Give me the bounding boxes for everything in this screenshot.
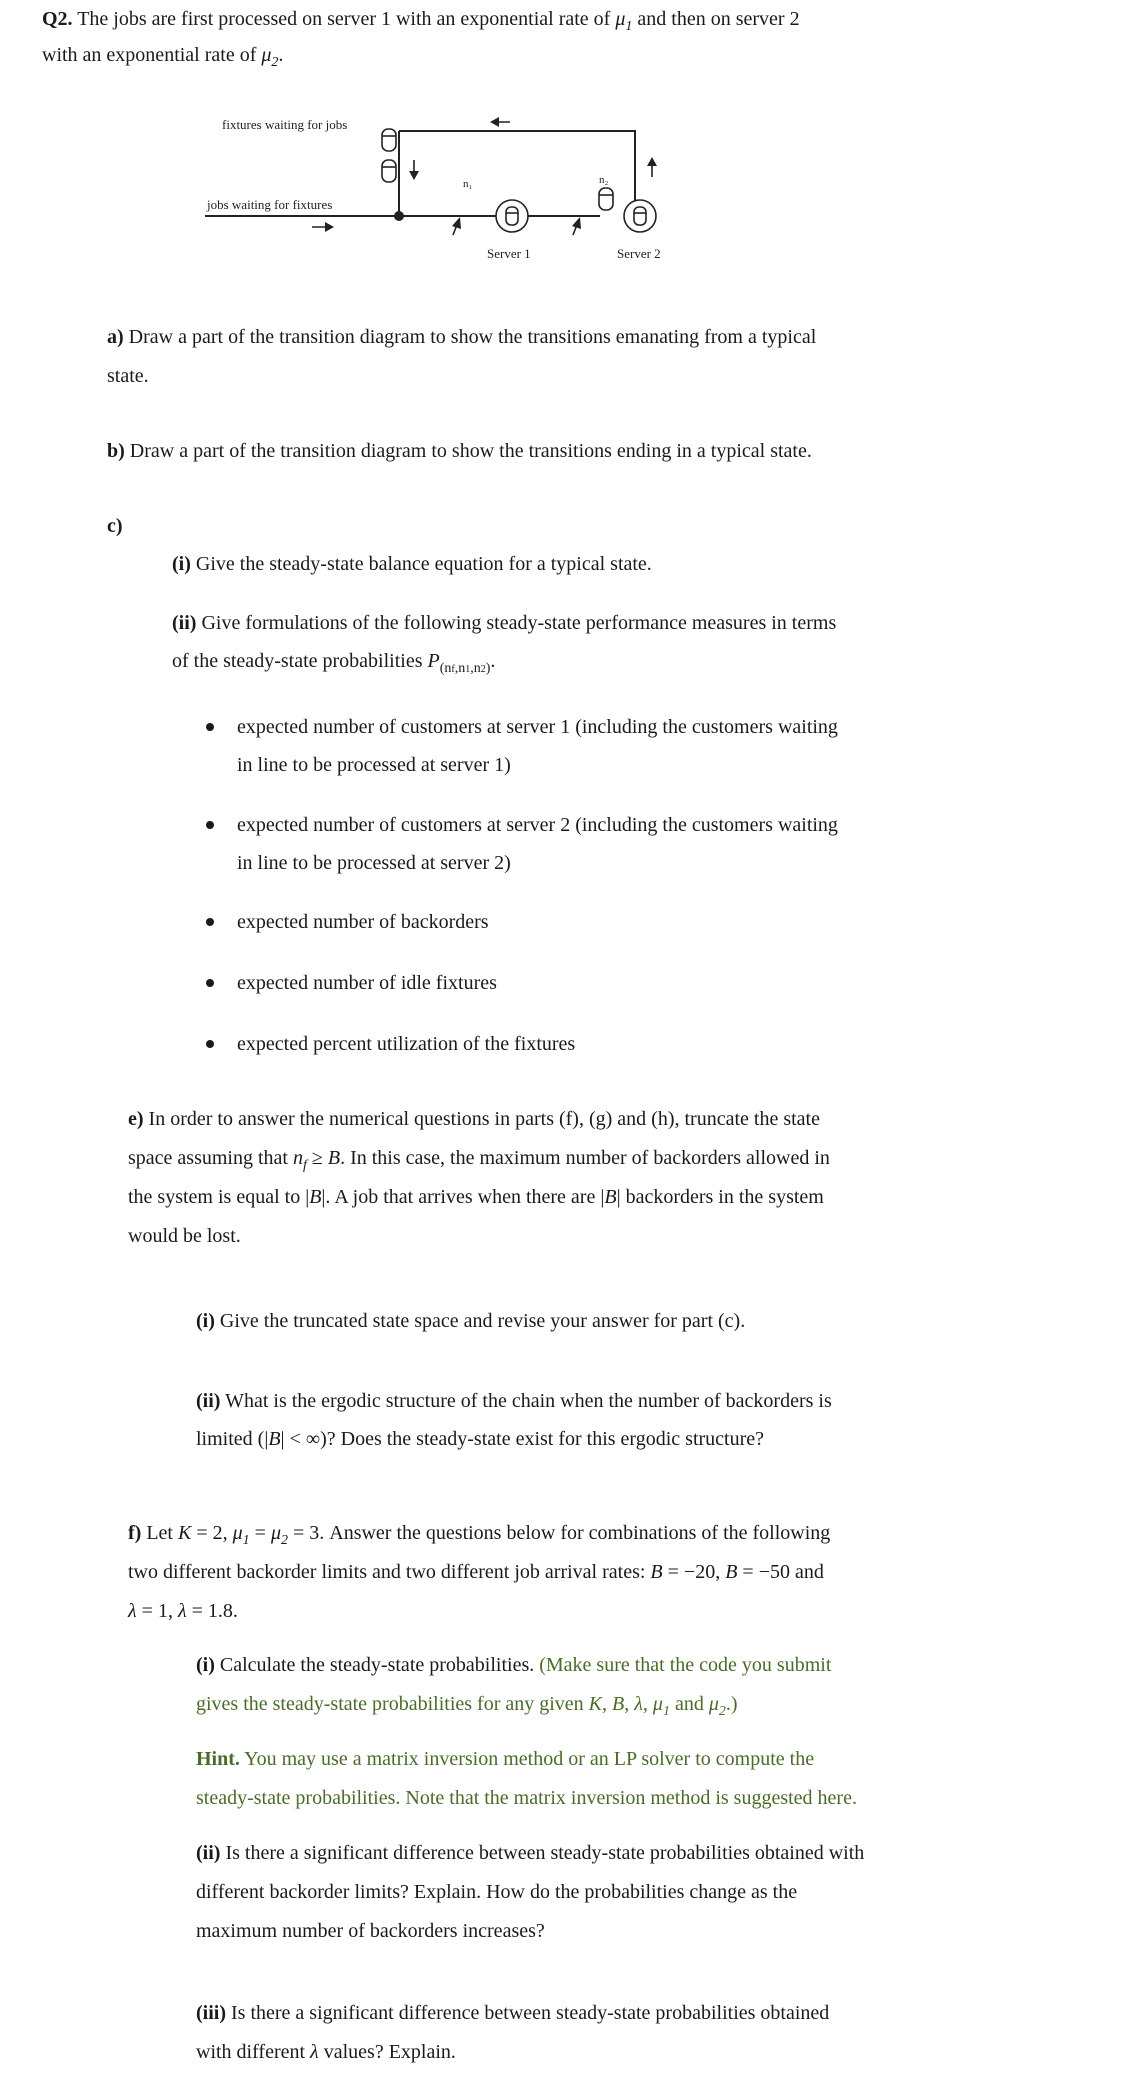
jobs-waiting-label: jobs waiting for fixtures bbox=[207, 197, 333, 212]
hint-text: You may use a matrix inversion method or an LP solver to compute the bbox=[239, 1748, 815, 1770]
prob-sub-part: (n bbox=[439, 661, 452, 676]
k-symbol: K bbox=[177, 1522, 192, 1544]
part-f-text: Let bbox=[141, 1522, 178, 1544]
part-c-ii-text: . bbox=[490, 650, 496, 672]
part-f-ii-line-2: different backorder limits? Explain. How do the probabilities change as the bbox=[196, 1881, 798, 1903]
hint-line-1 bbox=[196, 1740, 814, 1779]
part-f-line-2 bbox=[128, 1553, 824, 1592]
part-f-i-text: Calculate the steady-state probabilities. bbox=[214, 1654, 540, 1676]
mu1-subscript: 1 bbox=[662, 1704, 670, 1719]
bullet-dot bbox=[206, 979, 214, 987]
mu1-symbol: μ bbox=[232, 1522, 243, 1544]
bullet-dot bbox=[206, 918, 214, 926]
fixture-icon bbox=[382, 129, 396, 182]
arrow-up-right-icon bbox=[452, 217, 461, 229]
part-b-line bbox=[107, 432, 812, 471]
k-symbol: K bbox=[588, 1693, 603, 1715]
part-f-text: = 2, bbox=[191, 1522, 233, 1544]
part-f-text: = bbox=[249, 1522, 271, 1544]
part-f-ii-label: (ii) bbox=[196, 1842, 221, 1864]
part-c-ii-text: Give formulations of the following steady-state performance measures in terms bbox=[196, 612, 837, 634]
probability-symbol: P bbox=[427, 650, 440, 672]
part-c-ii-line-2 bbox=[172, 642, 495, 689]
part-e-text: . In this case, the maximum number of backorders allowed in bbox=[340, 1147, 830, 1169]
arrow-right-icon bbox=[325, 222, 334, 232]
bullet-item: expected percent utilization of the fixtures bbox=[237, 1033, 576, 1055]
arrow-up-right-icon bbox=[572, 217, 581, 229]
part-e-line-1 bbox=[128, 1100, 820, 1139]
part-e-text: the system is equal to | bbox=[128, 1186, 310, 1208]
part-f-i-note: .) bbox=[725, 1693, 738, 1715]
part-f-i-line-2 bbox=[196, 1685, 738, 1731]
bullet-dot bbox=[206, 723, 214, 731]
queueing-network-diagram bbox=[0, 100, 1145, 280]
b-symbol: B bbox=[650, 1561, 663, 1583]
server-2-label: Server 2 bbox=[617, 246, 661, 261]
arrow-down-icon bbox=[409, 171, 419, 180]
bullet-dot bbox=[206, 1040, 214, 1048]
assembly-junction bbox=[394, 211, 404, 221]
mu2-symbol: μ bbox=[261, 44, 272, 66]
fixture-icon bbox=[599, 188, 613, 210]
nf-symbol: n bbox=[292, 1147, 303, 1169]
prob-sub-part: 1 bbox=[465, 664, 471, 675]
part-e-ii-label: (ii) bbox=[196, 1390, 221, 1412]
server-2-node bbox=[624, 200, 656, 232]
fixtures-waiting-label: fixtures waiting for jobs bbox=[222, 117, 348, 132]
hint-label: Hint. bbox=[196, 1748, 240, 1770]
part-a-label: a) bbox=[107, 326, 124, 348]
part-c-ii-line-1 bbox=[172, 604, 836, 643]
lambda-symbol: λ bbox=[128, 1600, 137, 1622]
part-f-label: f) bbox=[128, 1522, 142, 1544]
part-e-text: space assuming that bbox=[128, 1147, 293, 1169]
server-1-label: Server 1 bbox=[487, 246, 531, 261]
n1-label: n₁ bbox=[463, 178, 473, 190]
b-symbol: B bbox=[309, 1186, 322, 1208]
arrow-up-icon bbox=[647, 157, 657, 166]
lambda-symbol: λ bbox=[310, 2041, 319, 2063]
q2-text: The jobs are first processed on server 1 with an exponential rate of bbox=[72, 8, 616, 30]
part-c-ii-label: (ii) bbox=[172, 612, 197, 634]
part-f-ii-line-3: maximum number of backorders increases? bbox=[196, 1920, 545, 1942]
q2-label: Q2. bbox=[42, 8, 73, 30]
part-c-i-label: (i) bbox=[172, 553, 191, 575]
lambda-symbol: λ bbox=[634, 1693, 643, 1715]
q2-line-2 bbox=[42, 36, 283, 82]
part-c-i-text: Give the steady-state balance equation for a typical state. bbox=[190, 553, 652, 575]
mu2-subscript: 2 bbox=[718, 1704, 726, 1719]
part-f-i-note: , bbox=[642, 1693, 653, 1715]
part-f-i-note: , bbox=[624, 1693, 635, 1715]
b-symbol: B bbox=[268, 1428, 281, 1450]
bullet-item: expected number of backorders bbox=[237, 911, 489, 933]
part-e-i-label: (i) bbox=[196, 1310, 215, 1332]
part-b-label: b) bbox=[107, 440, 125, 462]
probability-subscript bbox=[440, 661, 491, 676]
part-f-iii-text: with different bbox=[196, 2041, 311, 2063]
part-c-label: c) bbox=[107, 515, 123, 537]
part-a-line-2 bbox=[107, 357, 149, 396]
part-e-line-4: would be lost. bbox=[128, 1225, 241, 1247]
prob-sub-part: 2 bbox=[480, 664, 486, 675]
part-e-text: |. A job that arrives when there are | bbox=[321, 1186, 605, 1208]
part-b-text: Draw a part of the transition diagram to show the transitions ending in a typical state. bbox=[124, 440, 812, 462]
arrow-left-icon bbox=[490, 117, 499, 127]
part-e-i-text: Give the truncated state space and revise your answer for part (c). bbox=[214, 1310, 746, 1332]
bullet-dot bbox=[206, 821, 214, 829]
part-e-label: e) bbox=[128, 1108, 144, 1130]
mu1-subscript: 1 bbox=[242, 1533, 250, 1548]
nf-subscript: f bbox=[302, 1158, 307, 1173]
q2-text: with an exponential rate of bbox=[42, 44, 262, 66]
prob-sub-part: f bbox=[451, 664, 455, 675]
n2-label: n₂ bbox=[599, 174, 609, 186]
bullet-item: expected number of customers at server 1 (including the customers waiting bbox=[237, 716, 838, 738]
mu2-symbol: μ bbox=[708, 1693, 719, 1715]
part-f-i-note: and bbox=[669, 1693, 709, 1715]
bullet-item: expected number of customers at server 2 (including the customers waiting bbox=[237, 814, 838, 836]
part-f-text: = −20, bbox=[662, 1561, 726, 1583]
prob-sub-part: ) bbox=[485, 661, 491, 676]
lambda-symbol: λ bbox=[177, 1600, 187, 1622]
part-f-i-note: (Make sure that the code you submit bbox=[539, 1654, 832, 1676]
mu2-symbol: μ bbox=[270, 1522, 281, 1544]
b-symbol: B bbox=[327, 1147, 341, 1169]
part-f-line-3 bbox=[128, 1592, 238, 1631]
part-f-iii-text: values? Explain. bbox=[318, 2041, 456, 2063]
part-c-ii-text: of the steady-state probabilities bbox=[172, 650, 428, 672]
part-e-text: | backorders in the system bbox=[616, 1186, 824, 1208]
bullet-item-cont: in line to be processed at server 2) bbox=[237, 852, 511, 874]
part-f-i-note: gives the steady-state probabilities for any given bbox=[196, 1693, 589, 1715]
mu1-subscript: 1 bbox=[625, 19, 633, 34]
part-f-iii-line-1 bbox=[196, 1994, 829, 2033]
part-f-i-note: , bbox=[602, 1693, 613, 1715]
mu1-symbol: μ bbox=[615, 8, 626, 30]
part-f-ii-text: Is there a significant difference between steady-state probabilities obtained with bbox=[220, 1842, 865, 1864]
part-f-text: = 1, bbox=[136, 1600, 178, 1622]
part-f-iii-text: Is there a significant difference between steady-state probabilities obtained bbox=[226, 2002, 830, 2024]
part-e-i-line bbox=[196, 1302, 745, 1341]
part-e-text: ≥ bbox=[306, 1147, 328, 1169]
part-f-iii-label: (iii) bbox=[196, 2002, 226, 2024]
part-f-text: two different backorder limits and two different job arrival rates: bbox=[128, 1561, 651, 1583]
part-e-ii-text: | < ∞)? Does the steady-state exist for this ergodic structure? bbox=[280, 1428, 765, 1450]
mu1-symbol: μ bbox=[652, 1693, 663, 1715]
b-symbol: B bbox=[725, 1561, 738, 1583]
part-a-text: state. bbox=[107, 365, 149, 387]
mu2-subscript: 2 bbox=[280, 1533, 288, 1548]
part-e-ii-line-2 bbox=[196, 1420, 764, 1459]
prob-sub-part: ,n bbox=[454, 661, 466, 676]
part-e-text: In order to answer the numerical questions in parts (f), (g) and (h), truncate the state bbox=[143, 1108, 820, 1130]
part-f-text: = 1.8. bbox=[186, 1600, 238, 1622]
part-e-ii-line-1 bbox=[196, 1382, 832, 1421]
b-symbol: B bbox=[612, 1693, 625, 1715]
q2-text: and then on server 2 bbox=[632, 8, 800, 30]
part-f-ii-line-1 bbox=[196, 1834, 864, 1873]
part-f-i-line-1 bbox=[196, 1646, 831, 1685]
part-a-line-1 bbox=[107, 318, 816, 357]
part-e-line-3 bbox=[128, 1178, 824, 1217]
server-1-node bbox=[496, 200, 528, 232]
part-a-text: Draw a part of the transition diagram to show the transitions emanating from a typical bbox=[123, 326, 817, 348]
bullet-item-cont: in line to be processed at server 1) bbox=[237, 754, 511, 776]
part-f-iii-line-2 bbox=[196, 2033, 456, 2072]
mu2-subscript: 2 bbox=[271, 55, 279, 70]
part-f-text: = 3. Answer the questions below for combinations of the following bbox=[287, 1522, 831, 1544]
q2-text: . bbox=[278, 44, 284, 66]
bullet-item: expected number of idle fixtures bbox=[237, 972, 497, 994]
part-e-ii-text: What is the ergodic structure of the chain when the number of backorders is bbox=[220, 1390, 832, 1412]
b-symbol: B bbox=[604, 1186, 617, 1208]
hint-line-2: steady-state probabilities. Note that the matrix inversion method is suggested here. bbox=[196, 1787, 857, 1809]
part-c-i-line bbox=[172, 545, 652, 584]
part-f-text: = −50 and bbox=[737, 1561, 824, 1583]
part-e-ii-text: limited (| bbox=[196, 1428, 269, 1450]
prob-sub-part: ,n bbox=[470, 661, 481, 676]
part-f-i-label: (i) bbox=[196, 1654, 215, 1676]
